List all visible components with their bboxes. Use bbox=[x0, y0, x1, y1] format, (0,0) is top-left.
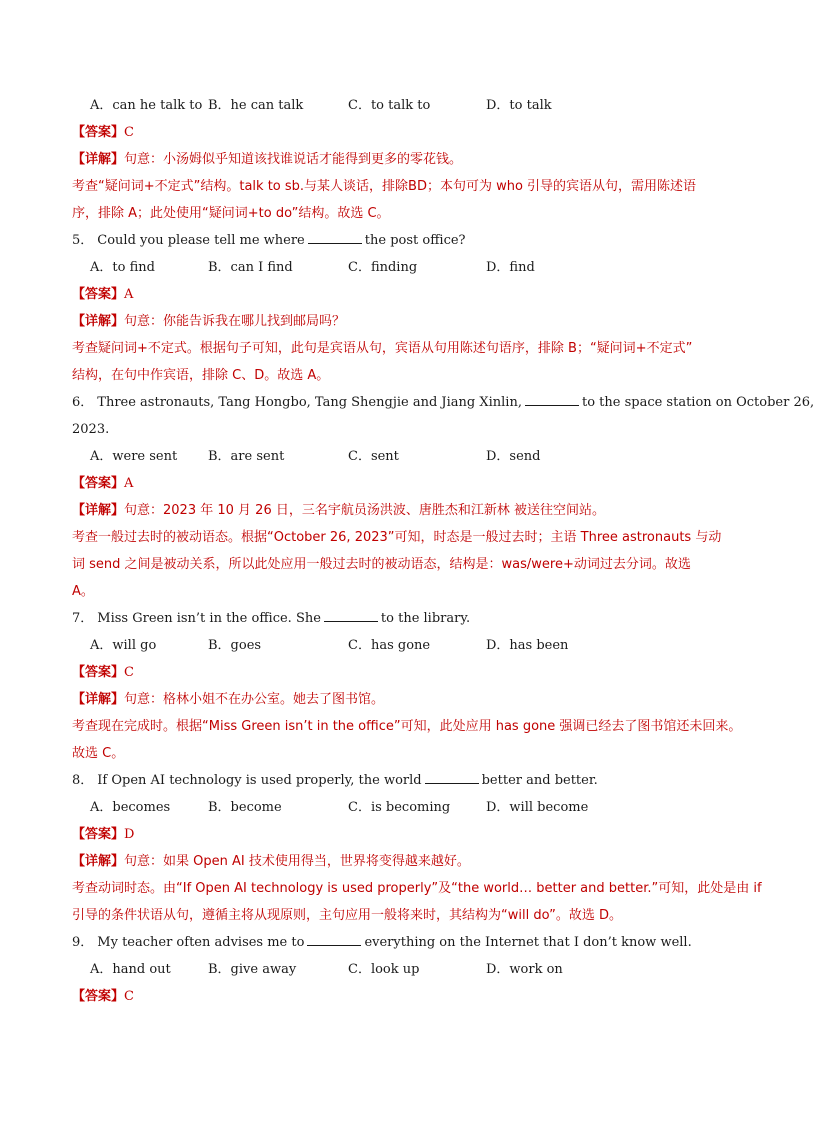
q9-option-d: D．work on bbox=[486, 962, 563, 977]
q7-options bbox=[72, 632, 724, 659]
answer-value: C bbox=[124, 125, 134, 140]
q8-option-c: C．is becoming bbox=[348, 800, 451, 815]
detail-label: 【详解】 bbox=[72, 692, 125, 707]
answer-blank bbox=[308, 231, 362, 244]
q7-option-c: C．has gone bbox=[348, 638, 431, 653]
q5-explain-1: 考查疑问词+不定式。根据句子可知，此句是宾语从句，宾语从句用陈述句语序，排除 B；“疑问词+不定式” bbox=[72, 341, 693, 356]
answer-label: 【答案】 bbox=[72, 989, 125, 1004]
stem-part-b: better and better. bbox=[481, 773, 598, 788]
answer-label: 【答案】 bbox=[72, 125, 125, 140]
answer-label: 【答案】 bbox=[72, 827, 125, 842]
detail-meaning: 句意：小汤姆似乎知道该找谁说话才能得到更多的零花钱。 bbox=[124, 152, 463, 167]
stem-part-a: My teacher often advises me to bbox=[97, 935, 305, 950]
q6-options bbox=[72, 443, 724, 470]
q8-explain-2: 引导的条件状语从句，遵循主将从现原则，主句应用一般将来时，其结构为“will do”。故选 D。 bbox=[72, 908, 622, 923]
q5-option-d: D．find bbox=[486, 260, 535, 275]
q5-option-b: B．can I find bbox=[208, 260, 293, 275]
stem-part-a: Could you please tell me where bbox=[97, 233, 305, 248]
answer-blank bbox=[324, 609, 378, 622]
q5-detail bbox=[72, 308, 724, 335]
answer-blank bbox=[525, 393, 579, 406]
q5-explain-2: 结构，在句中作宾语，排除 C、D。故选 A。 bbox=[72, 368, 330, 383]
q8-explain-1: 考查动词时态。由“If Open AI technology is used properly”及“the world… better and better.”可知，此处是由 if bbox=[72, 881, 762, 896]
q5-option-c: C．finding bbox=[348, 260, 418, 275]
answer-value: C bbox=[124, 989, 134, 1004]
q4-option-d: D．to talk bbox=[486, 98, 552, 113]
q6-option-a: A．were sent bbox=[90, 449, 178, 464]
q4-answer bbox=[72, 119, 724, 146]
q7-option-d: D．has been bbox=[486, 638, 569, 653]
q8-option-a: A．becomes bbox=[90, 800, 171, 815]
q4-option-c: C．to talk to bbox=[348, 98, 431, 113]
answer-value: C bbox=[124, 665, 134, 680]
q9-answer bbox=[72, 983, 724, 1010]
stem-part-b: to the space station on October 26, bbox=[581, 395, 814, 410]
q5-options bbox=[72, 254, 724, 281]
q7-option-a: A．will go bbox=[90, 638, 157, 653]
stem-part-b: everything on the Internet that I don’t know well. bbox=[364, 935, 692, 950]
q7-option-b: B．goes bbox=[208, 638, 262, 653]
q8-stem bbox=[72, 767, 724, 794]
q6-stem bbox=[72, 389, 814, 416]
detail-label: 【详解】 bbox=[72, 854, 125, 869]
q4-option-a: A．can he talk to bbox=[90, 98, 203, 113]
q6-option-d: D．send bbox=[486, 449, 541, 464]
answer-label: 【答案】 bbox=[72, 287, 125, 302]
answer-value: A bbox=[124, 287, 134, 302]
detail-label: 【详解】 bbox=[72, 314, 125, 329]
q6-detail bbox=[72, 497, 724, 524]
answer-value: D bbox=[124, 827, 135, 842]
stem-part-b: to the library. bbox=[380, 611, 471, 626]
detail-label: 【详解】 bbox=[72, 503, 125, 518]
answer-blank bbox=[425, 771, 479, 784]
answer-label: 【答案】 bbox=[72, 665, 125, 680]
q6-explain-1: 考查一般过去时的被动语态。根据“October 26, 2023”可知，时态是一般过去时；主语 Three astronauts 与动 bbox=[72, 530, 722, 545]
q4-explain-2: 序，排除 A；此处使用“疑问词+to do”结构。故选 C。 bbox=[72, 206, 390, 221]
q8-option-d: D．will become bbox=[486, 800, 589, 815]
q9-options bbox=[72, 956, 724, 983]
q6-option-b: B．are sent bbox=[208, 449, 285, 464]
q9-stem bbox=[72, 929, 724, 956]
q5-answer bbox=[72, 281, 724, 308]
q7-detail bbox=[72, 686, 724, 713]
stem-part-b: the post office? bbox=[364, 233, 466, 248]
q7-answer bbox=[72, 659, 724, 686]
q9-option-b: B．give away bbox=[208, 962, 297, 977]
question-number: 5． bbox=[72, 233, 94, 248]
answer-label: 【答案】 bbox=[72, 476, 125, 491]
detail-meaning: 句意：格林小姐不在办公室。她去了图书馆。 bbox=[124, 692, 385, 707]
q8-option-b: B．become bbox=[208, 800, 282, 815]
stem-part-a: Three astronauts, Tang Hongbo, Tang Shengjie and Jiang Xinlin, bbox=[97, 395, 522, 410]
q6-explain-2: 词 send 之间是被动关系，所以此处应用一般过去时的被动语态，结构是：was/were+动词过去分词。故选 bbox=[72, 557, 691, 572]
stem-part-a: If Open AI technology is used properly, the world bbox=[97, 773, 422, 788]
q8-detail bbox=[72, 848, 724, 875]
detail-meaning: 句意：你能告诉我在哪儿找到邮局吗？ bbox=[124, 314, 346, 329]
detail-meaning: 句意：2023 年 10 月 26 日，三名宇航员汤洪波、唐胜杰和江新林 被送往空间站。 bbox=[124, 503, 605, 518]
answer-blank bbox=[307, 933, 361, 946]
q6-stem-c: 2023. bbox=[72, 422, 110, 437]
q8-options bbox=[72, 794, 724, 821]
document-page bbox=[72, 92, 814, 1010]
q9-option-c: C．look up bbox=[348, 962, 420, 977]
q6-option-c: C．sent bbox=[348, 449, 399, 464]
q7-explain-2: 故选 C。 bbox=[72, 746, 125, 761]
q4-detail bbox=[72, 146, 724, 173]
q4-options bbox=[72, 92, 724, 119]
detail-label: 【详解】 bbox=[72, 152, 125, 167]
question-number: 7． bbox=[72, 611, 94, 626]
q6-answer bbox=[72, 470, 724, 497]
question-number: 9． bbox=[72, 935, 94, 950]
q7-stem bbox=[72, 605, 724, 632]
q7-explain-1: 考查现在完成时。根据“Miss Green isn’t in the office”可知，此处应用 has gone 强调已经去了图书馆还未回来。 bbox=[72, 719, 742, 734]
q4-option-b: B．he can talk bbox=[208, 98, 304, 113]
answer-value: A bbox=[124, 476, 134, 491]
question-number: 8． bbox=[72, 773, 94, 788]
detail-meaning: 句意：如果 Open AI 技术使用得当，世界将变得越来越好。 bbox=[124, 854, 470, 869]
stem-part-a: Miss Green isn’t in the office. She bbox=[97, 611, 321, 626]
q5-stem bbox=[72, 227, 724, 254]
q6-explain-3: A。 bbox=[72, 584, 94, 599]
question-number: 6． bbox=[72, 395, 94, 410]
q4-explain-1: 考查“疑问词+不定式”结构。talk to sb.与某人谈话，排除BD；本句可为 who 引导的宾语从句，需用陈述语 bbox=[72, 179, 697, 194]
q9-option-a: A．hand out bbox=[90, 962, 171, 977]
q8-answer bbox=[72, 821, 724, 848]
q5-option-a: A．to find bbox=[90, 260, 155, 275]
